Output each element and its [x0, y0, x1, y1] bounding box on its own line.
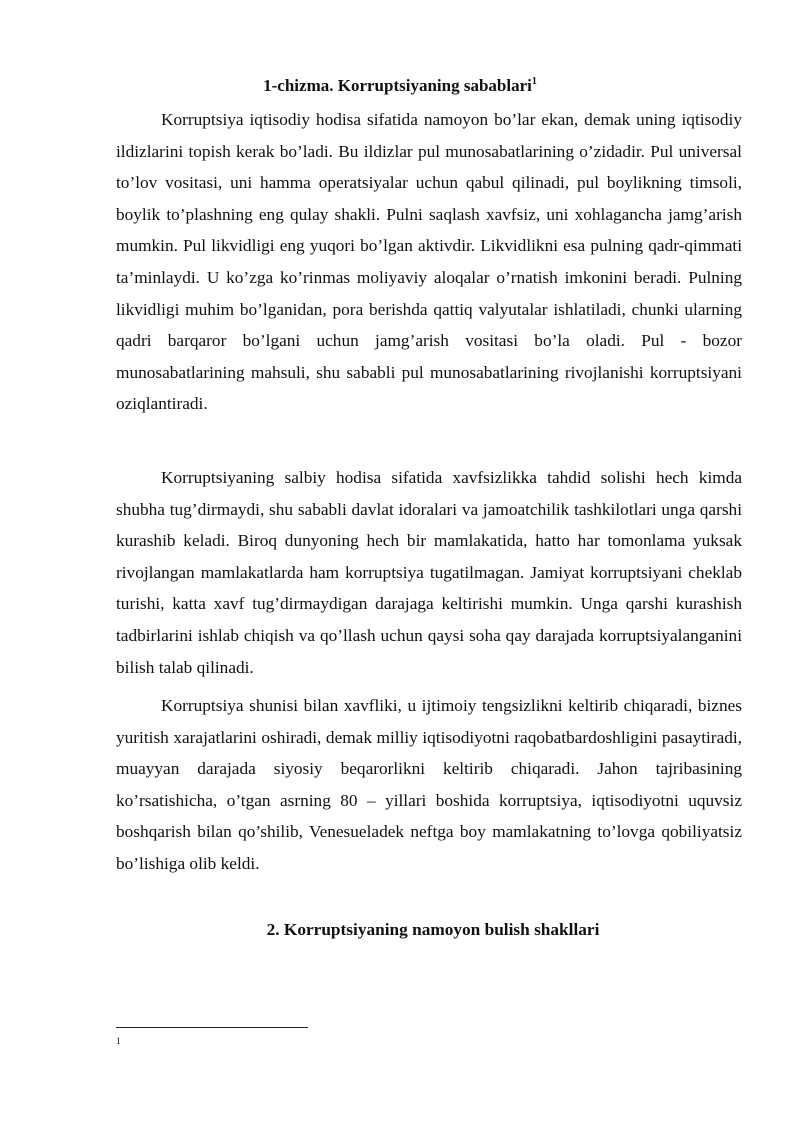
figure-caption	[0, 73, 800, 99]
footnote-mark: 1	[116, 1036, 121, 1046]
paragraph-text: Korruptsiya iqtisodiy hodisa sifatida namoyon bo’lar ekan, demak uning iqtisodiy ildizlarini topish kerak bo’ladi. Bu ildizlar pul munosabatlarining o’zidadir. Pul universal to’lov vositasi, uni hamma operatsiyalar uchun qabul qilinadi, pul boylikning timsoli, boylik to’plashning eng qulay shakli. Pulni saqlash xavfsiz, uni xohlagancha jamg’arish mumkin. Pul likvidligi eng yuqori bo’lgan aktivdir. Likvidlikni esa pulning qadr-qimmati ta’minlaydi. U ko’zga ko’rinmas moliyaviy aloqalar o’rnatish imkonini beradi. Pulning likvidligi muhim bo’lganidan, pora berishda qattiq valyutalar ishlatiladi, chunki ularning qadri barqaror bo’lgani uchun jamg’arish vositasi bo’la oladi. Pul - bozor munosabatlarining mahsuli, shu sababli pul munosabatlarining rivojlanishi korruptsiyani oziqlantiradi.	[116, 110, 742, 414]
footnote-reference[interactable]: 1	[531, 76, 537, 87]
footnote-separator	[116, 1027, 308, 1028]
caption-text: 1-chizma. Korruptsiyaning sabablari	[263, 76, 532, 95]
paragraph-text: Korruptsiyaning salbiy hodisa sifatida xavfsizlikka tahdid solishi hech kimda shubha tug’dirmaydi, shu sababli davlat idoralari va jamoatchilik tashkilotlari unga qarshi kurashib keladi. Biroq dunyoning hech bir mamlakatida, hatto har tomonlama yuksak rivojlangan mamlakatlarda ham korruptsiya tugatilmagan. Jamiyat korruptsiyani cheklab turishi, katta xavf tug’dirmaydigan darajaga keltirishi mumkin. Unga qarshi kurashish tadbirlarini ishlab chiqish va qo’llash uchun qaysi soha qay darajada korruptsiyalanganini bilish talab qilinadi.	[116, 468, 742, 677]
paragraph-3	[116, 690, 742, 880]
paragraph-text: Korruptsiya shunisi bilan xavfliki, u ijtimoiy tengsizlikni keltirib chiqaradi, biznes yuritish xarajatlarini oshiradi, demak milliy iqtisodiyotni raqobatbardoshligini pasaytiradi, muayyan darajada siyosiy beqarorlikni keltirib chiqaradi. Jahon tajribasining ko’rsatishicha, o’tgan asrning 80 – yillari boshida korruptsiya, iqtisodiyotni uquvsiz boshqarish bilan qo’shilib, Venesueladek neftga boy mamlakatning to’lovga qobiliyatsiz bo’lishiga olib keldi.	[116, 696, 742, 873]
paragraph-1	[116, 104, 742, 420]
section-heading: 2. Korruptsiyaning namoyon bulish shakllari	[266, 920, 600, 939]
paragraph-2	[116, 462, 742, 683]
